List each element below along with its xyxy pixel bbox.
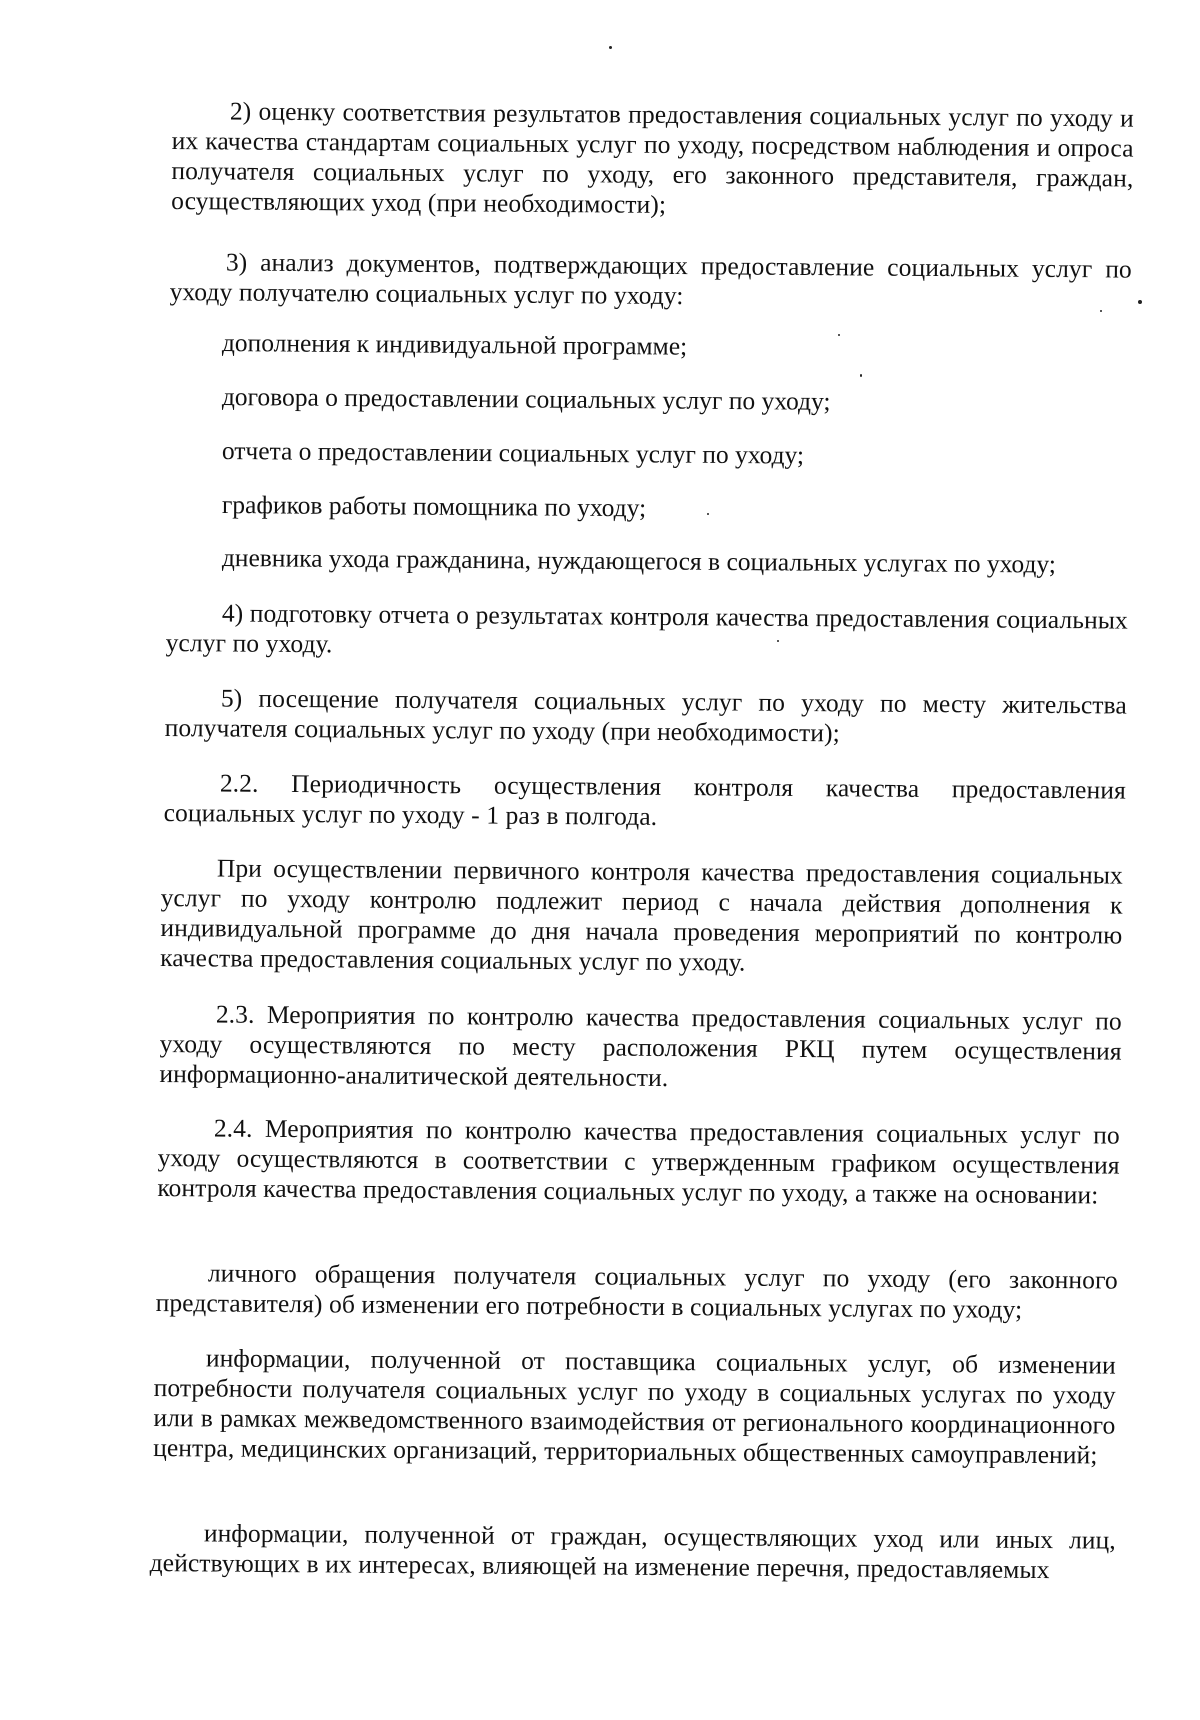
paragraph-item-5: 5) посещение получателя социальных услуг по уходу по месту жительства получателя социальных услуг по уходу (при необходимости); — [164, 683, 1127, 748]
paragraph-citizens-info: информации, полученной от граждан, осуществляющих уход или иных лиц, действующих в их интересах, влияющей на изменение перечня, предоставляемых — [149, 1518, 1116, 1585]
list-item-schedules: графиков работы помощника по уходу; — [221, 490, 647, 523]
scan-speck — [838, 334, 840, 336]
scan-speck — [1138, 300, 1142, 304]
scan-speck — [1100, 310, 1102, 312]
scan-speck — [609, 46, 612, 49]
paragraph-item-2: 2) оценку соответствия результатов предоставления социальных услуг по уходу и их качества стандартам социальных услуг по уходу, посредством наблюдения и опроса получателя социальных услуг по уходу, его законного представителя, граждан, осуществляющих уход (при необходимости); — [171, 96, 1134, 219]
paragraph-personal-appeal: личного обращения получателя социальных услуг по уходу (его законного представителя) об изменении его потребности в социальных услугах по уходу; — [155, 1258, 1118, 1324]
scan-speck — [707, 513, 709, 515]
list-item-supplement: дополнения к индивидуальной программе; — [221, 328, 688, 361]
paragraph-2-4: 2.4. Мероприятия по контролю качества предоставления социальных услуг по уходу осуществляются в соответствии с утвержденным графиком осуществления контроля качества предоставления социальных услуг по уходу, а также на основании: — [157, 1113, 1120, 1210]
paragraph-2-2: 2.2. Периодичность осуществления контроля качества предоставления социальных услуг по уходу - 1 раз в полгода. — [163, 768, 1126, 831]
list-item-report: отчета о предоставлении социальных услуг по уходу; — [221, 436, 805, 470]
paragraph-item-3: 3) анализ документов, подтверждающих предоставление социальных услуг по уходу получателю социальных услуг по уходу: — [169, 247, 1132, 311]
paragraph-primary-control: При осуществлении первичного контроля качества предоставления социальных услуг по уходу контролю подлежит период с начала действия дополнения к индивидуальной программе до дня начала проведения мероприятий по контролю качества предоставления социальных услуг по уходу. — [160, 853, 1123, 977]
list-item-contract: договора о предоставлении социальных услуг по уходу; — [221, 382, 831, 416]
list-item-diary: дневника ухода гражданина, нуждающегося в социальных услугах по уходу; — [221, 543, 1057, 579]
paragraph-provider-info: информации, полученной от поставщика социальных услуг, об изменении потребности получателя социальных услуг по уходу в социальных услугах по уходу или в рамках межведомственного взаимодействия от регионального координационного центра, медицинских организаций, территориальных общественных самоуправлений; — [153, 1343, 1116, 1470]
scan-speck — [777, 640, 779, 642]
paragraph-item-4: 4) подготовку отчета о результатах контроля качества предоставления социальных услуг по уходу. — [165, 598, 1128, 659]
scan-speck — [860, 374, 862, 377]
paragraph-2-3: 2.3. Мероприятия по контролю качества предоставления социальных услуг по уходу осуществляются по месту расположения РКЦ путем осуществления информационно-аналитической деятельности. — [159, 999, 1122, 1092]
